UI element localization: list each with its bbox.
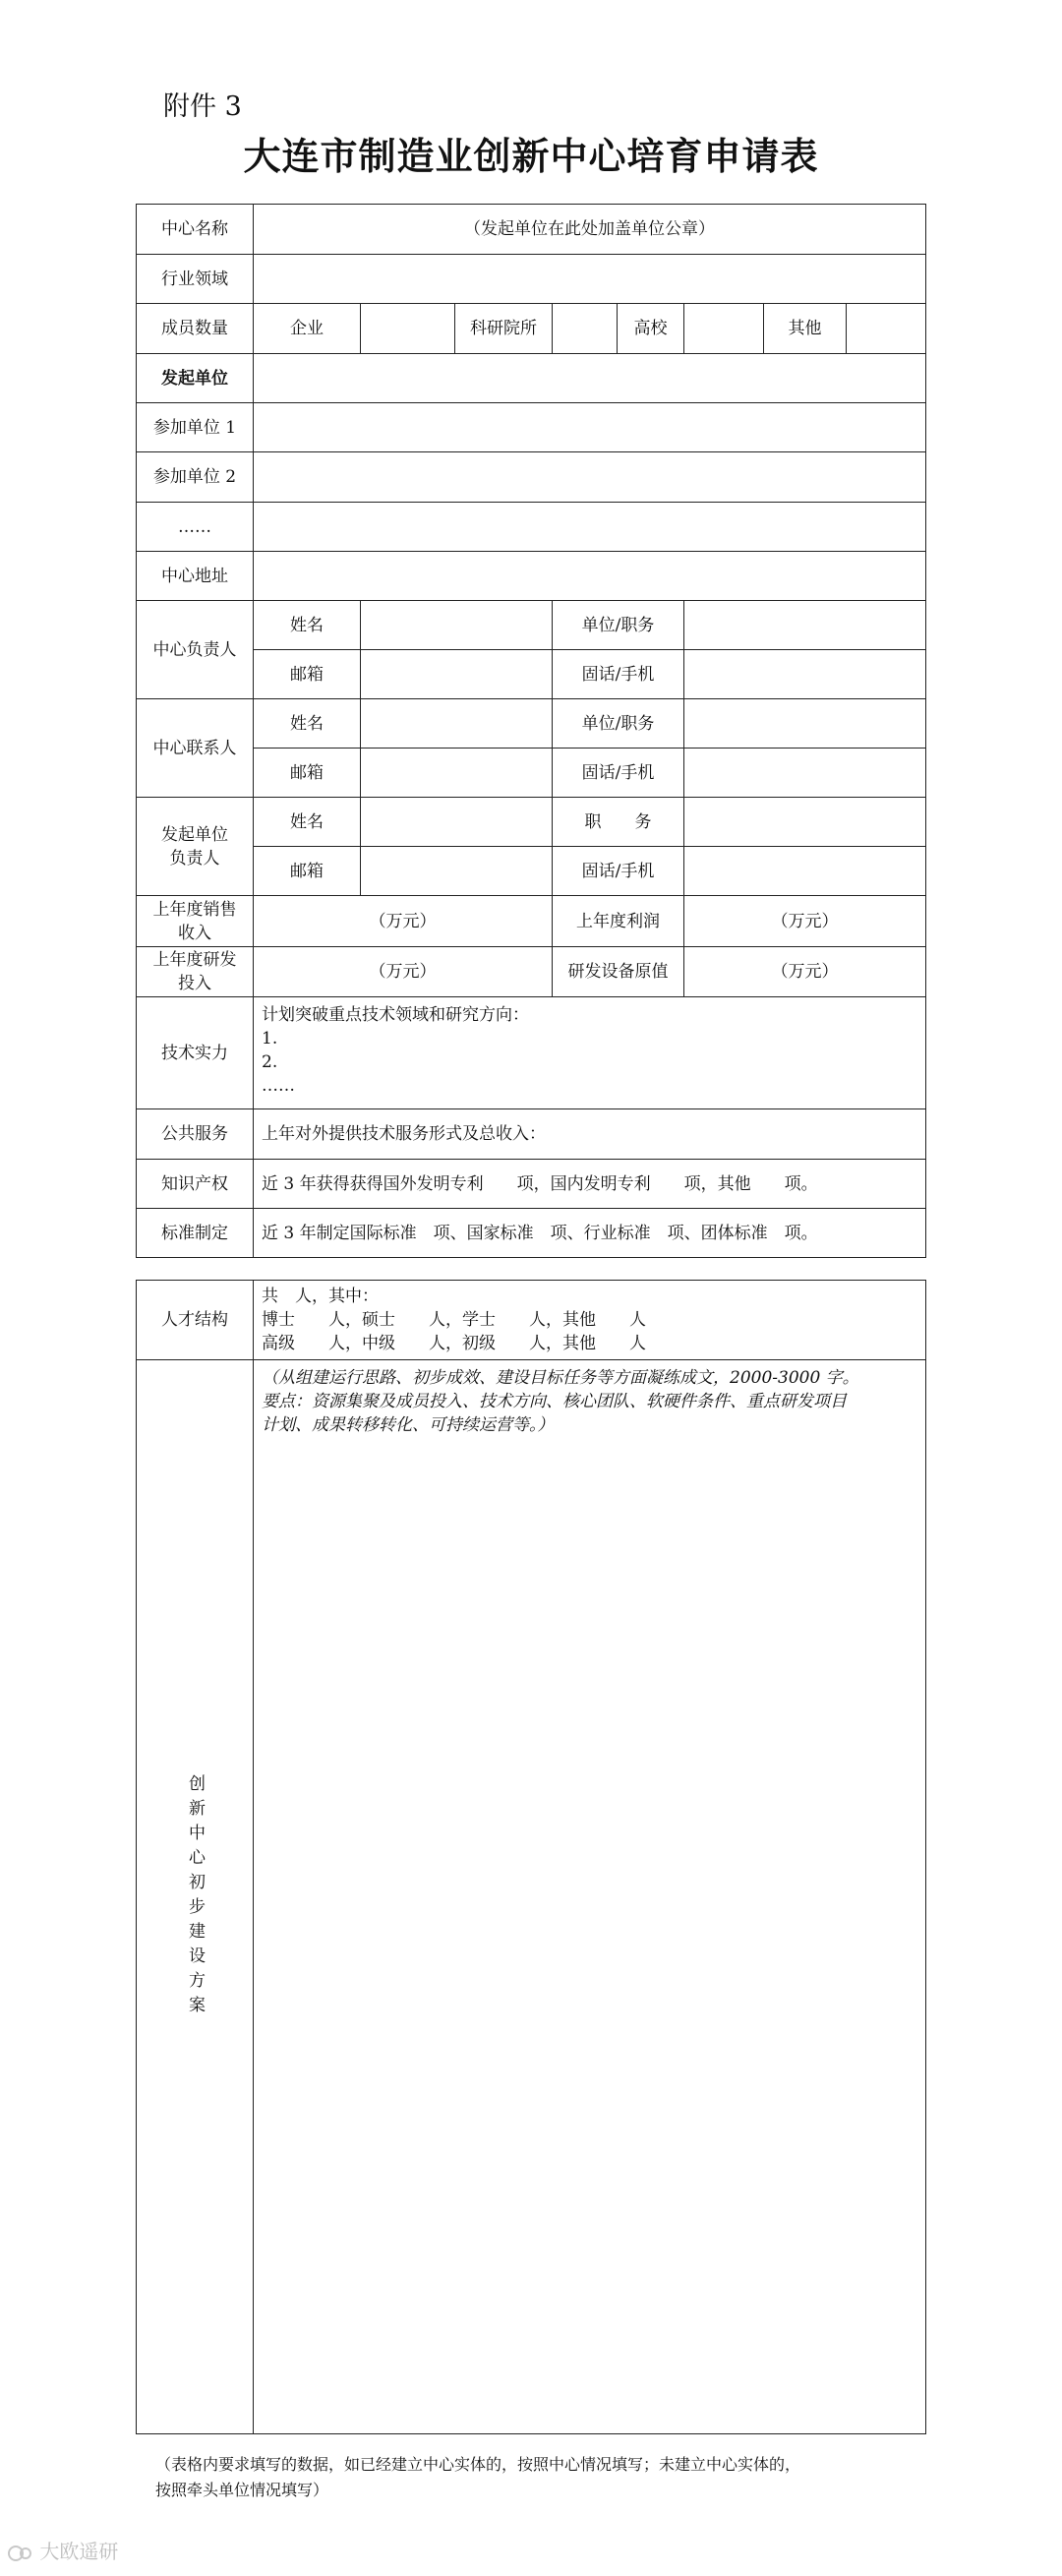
row-initiator-head-1 <box>137 798 926 847</box>
enterprise-label: 企业 <box>254 304 361 354</box>
equipment-field[interactable]: （万元） <box>684 947 926 997</box>
talent-field[interactable] <box>254 1281 926 1360</box>
talent-line3: 高级 人，中级 人，初级 人，其他 人 <box>262 1334 646 1353</box>
initiator-head-email-field[interactable] <box>361 847 553 896</box>
watermark-logo-icon <box>8 2544 33 2563</box>
plan-label: 创新中心初步建设方案 <box>185 1773 205 2020</box>
research-label: 科研院所 <box>455 304 553 354</box>
row-center-contact-2 <box>137 749 926 798</box>
row-standards <box>137 1209 926 1258</box>
row-public-service <box>137 1109 926 1160</box>
profit-label: 上年度利润 <box>553 896 684 947</box>
university-label: 高校 <box>618 304 684 354</box>
public-service-field[interactable]: 上年对外提供技术服务形式及总收入： <box>254 1109 926 1160</box>
initiator-head-phone-label: 固话/手机 <box>553 847 684 896</box>
participant2-label: 参加单位 2 <box>137 452 254 503</box>
talent-line2: 博士 人，硕士 人，学士 人，其他 人 <box>262 1310 646 1330</box>
footnote-line1: （表格内要求填写的数据，如已经建立中心实体的，按照中心情况填写；未建立中心实体的， <box>155 2455 801 2474</box>
other-count-field[interactable] <box>847 304 926 354</box>
initiator-head-position-field[interactable] <box>684 798 926 847</box>
plan-note-line2: 要点：资源集聚及成员投入、技术方向、核心团队、软硬件条件、重点研发项目 <box>262 1392 847 1411</box>
row-talent <box>137 1281 926 1360</box>
standards-field[interactable]: 近 3 年制定国际标准 项、国家标准 项、行业标准 项、团体标准 项。 <box>254 1209 926 1258</box>
row-center-contact-1 <box>137 699 926 749</box>
plan-note-line1: （从组建运行思路、初步成效、建设目标任务等方面凝练成文，2000-3000 字。 <box>262 1368 859 1388</box>
center-head-name-label: 姓名 <box>254 601 361 650</box>
initiator-head-email-label: 邮箱 <box>254 847 361 896</box>
ellipsis-label: …… <box>137 503 254 552</box>
attachment-label: 附件 3 <box>163 91 242 122</box>
talent-label: 人才结构 <box>137 1281 254 1360</box>
industry-field[interactable] <box>254 255 926 304</box>
rd-label <box>137 947 254 997</box>
rd-label-line1: 上年度研发 <box>152 950 237 970</box>
initiator-field[interactable] <box>254 354 926 403</box>
plan-field[interactable] <box>254 1360 926 2434</box>
sales-label-line1: 上年度销售 <box>152 899 237 920</box>
tech-line4: …… <box>262 1076 295 1096</box>
sales-label-line2: 收入 <box>178 923 211 943</box>
profit-field[interactable]: （万元） <box>684 896 926 947</box>
initiator-head-label <box>137 798 254 896</box>
sales-label <box>137 896 254 947</box>
research-count-field[interactable] <box>553 304 618 354</box>
watermark-text: 大欧遥研 <box>39 2540 119 2563</box>
row-participant-1 <box>137 403 926 452</box>
tech-label: 技术实力 <box>137 997 254 1109</box>
tech-line1: 计划突破重点技术领域和研究方向： <box>262 1005 529 1025</box>
talent-line1: 共 人，其中： <box>262 1287 379 1306</box>
center-head-email-label: 邮箱 <box>254 650 361 699</box>
row-ellipsis <box>137 503 926 552</box>
center-head-unit-field[interactable] <box>684 601 926 650</box>
center-head-name-field[interactable] <box>361 601 553 650</box>
center-contact-phone-label: 固话/手机 <box>553 749 684 798</box>
ip-field[interactable]: 近 3 年获得获得国外发明专利 项，国内发明专利 项，其他 项。 <box>254 1160 926 1209</box>
center-head-email-field[interactable] <box>361 650 553 699</box>
row-initiator-head-2 <box>137 847 926 896</box>
initiator-head-name-label: 姓名 <box>254 798 361 847</box>
row-rd <box>137 947 926 997</box>
public-service-label: 公共服务 <box>137 1109 254 1160</box>
row-members <box>137 304 926 354</box>
equipment-label: 研发设备原值 <box>553 947 684 997</box>
footnote <box>155 2452 942 2503</box>
initiator-head-phone-field[interactable] <box>684 847 926 896</box>
center-head-phone-field[interactable] <box>684 650 926 699</box>
center-head-label: 中心负责人 <box>137 601 254 699</box>
ellipsis-field[interactable] <box>254 503 926 552</box>
row-center-head-1 <box>137 601 926 650</box>
plan-note-line3: 计划、成果转移转化、可持续运营等。） <box>262 1415 555 1435</box>
row-sales <box>137 896 926 947</box>
row-participant-2 <box>137 452 926 503</box>
center-contact-name-field[interactable] <box>361 699 553 749</box>
rd-field[interactable]: （万元） <box>254 947 553 997</box>
center-contact-name-label: 姓名 <box>254 699 361 749</box>
row-center-name <box>137 205 926 255</box>
address-label: 中心地址 <box>137 552 254 601</box>
application-form-table-2 <box>136 1280 926 2434</box>
watermark <box>8 2536 118 2564</box>
ip-label: 知识产权 <box>137 1160 254 1209</box>
initiator-head-label-line2: 负责人 <box>169 848 220 869</box>
row-initiator <box>137 354 926 403</box>
standards-label: 标准制定 <box>137 1209 254 1258</box>
center-contact-unit-field[interactable] <box>684 699 926 749</box>
center-contact-email-label: 邮箱 <box>254 749 361 798</box>
center-name-label: 中心名称 <box>137 205 254 255</box>
tech-field[interactable] <box>254 997 926 1109</box>
initiator-label: 发起单位 <box>137 354 254 403</box>
participant1-field[interactable] <box>254 403 926 452</box>
sales-field[interactable]: （万元） <box>254 896 553 947</box>
members-label: 成员数量 <box>137 304 254 354</box>
center-head-phone-label: 固话/手机 <box>553 650 684 699</box>
row-address <box>137 552 926 601</box>
rd-label-line2: 投入 <box>178 974 211 993</box>
address-field[interactable] <box>254 552 926 601</box>
center-name-field[interactable]: （发起单位在此处加盖单位公章） <box>254 205 926 255</box>
row-tech <box>137 997 926 1109</box>
row-ip <box>137 1160 926 1209</box>
row-plan <box>137 1360 926 2434</box>
tech-line2: 1. <box>262 1029 278 1048</box>
tech-line3: 2. <box>262 1052 278 1072</box>
center-contact-phone-field[interactable] <box>684 749 926 798</box>
footnote-line2: 按照牵头单位情况填写） <box>155 2481 329 2499</box>
enterprise-count-field[interactable] <box>361 304 455 354</box>
application-form-table <box>136 204 926 1258</box>
row-industry <box>137 255 926 304</box>
form-title: 大连市制造业创新中心培育申请表 <box>243 135 819 178</box>
center-contact-email-field[interactable] <box>361 749 553 798</box>
center-contact-label: 中心联系人 <box>137 699 254 798</box>
plan-label-cell <box>137 1360 254 2434</box>
participant2-field[interactable] <box>254 452 926 503</box>
center-contact-unit-label: 单位/职务 <box>553 699 684 749</box>
row-center-head-2 <box>137 650 926 699</box>
initiator-head-label-line1: 发起单位 <box>161 824 228 845</box>
other-label: 其他 <box>764 304 847 354</box>
university-count-field[interactable] <box>684 304 764 354</box>
industry-label: 行业领域 <box>137 255 254 304</box>
initiator-head-name-field[interactable] <box>361 798 553 847</box>
participant1-label: 参加单位 1 <box>137 403 254 452</box>
initiator-head-position-label: 职 务 <box>553 798 684 847</box>
center-head-unit-label: 单位/职务 <box>553 601 684 650</box>
